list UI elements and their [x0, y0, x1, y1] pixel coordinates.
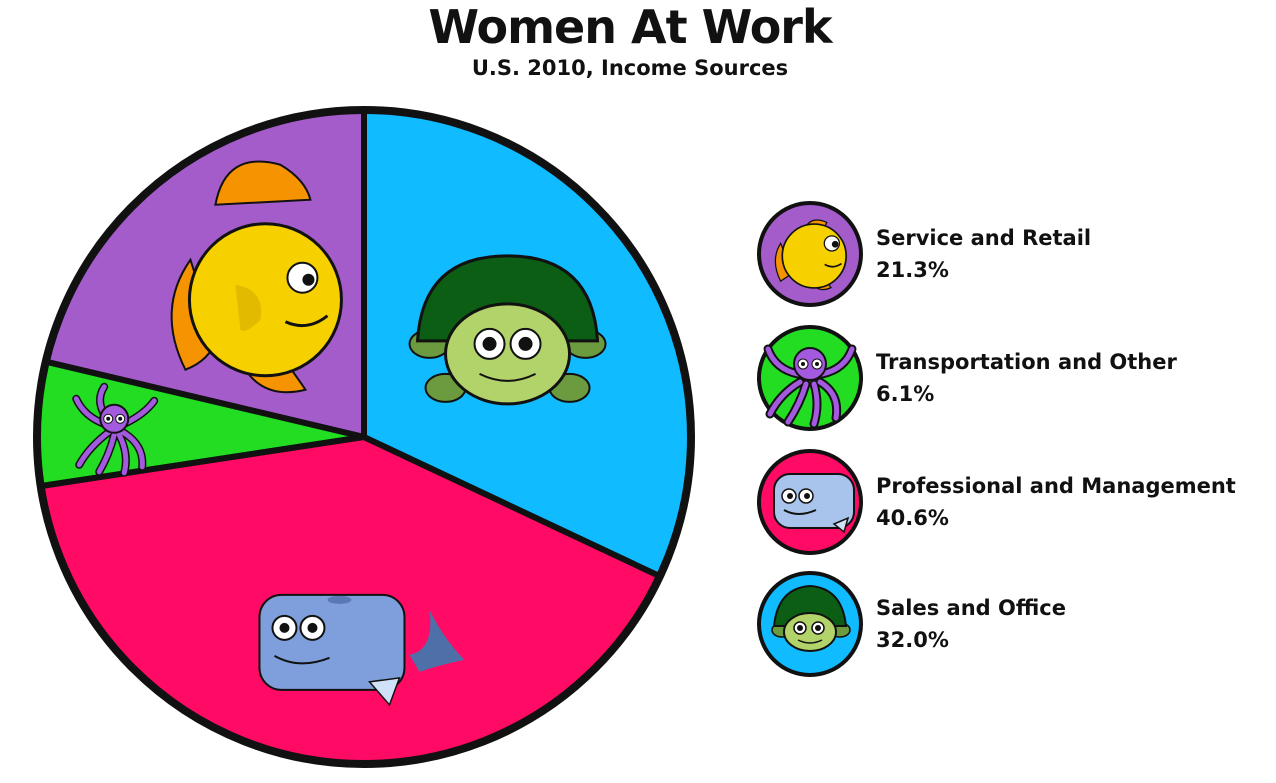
octopus-badge-icon — [756, 324, 864, 432]
chart-subtitle: U.S. 2010, Income Sources — [471, 56, 789, 80]
legend — [756, 200, 1266, 694]
legend-label: Sales and Office — [876, 596, 1066, 620]
fish-badge-icon — [756, 200, 864, 308]
legend-value: 40.6% — [876, 506, 949, 530]
turtle-badge-icon — [756, 570, 864, 678]
chart-title: Women At Work — [428, 0, 832, 54]
legend-item-transportation-other — [756, 324, 1266, 448]
legend-label: Professional and Management — [876, 474, 1236, 498]
whale-badge-icon — [756, 448, 864, 556]
legend-item-service-retail — [756, 200, 1266, 324]
legend-item-sales-office — [756, 570, 1266, 694]
legend-value: 21.3% — [876, 258, 949, 282]
legend-value: 32.0% — [876, 628, 949, 652]
legend-label: Service and Retail — [876, 226, 1092, 250]
legend-item-professional-management — [756, 448, 1266, 570]
legend-label: Transportation and Other — [876, 350, 1177, 374]
legend-value: 6.1% — [876, 382, 935, 406]
